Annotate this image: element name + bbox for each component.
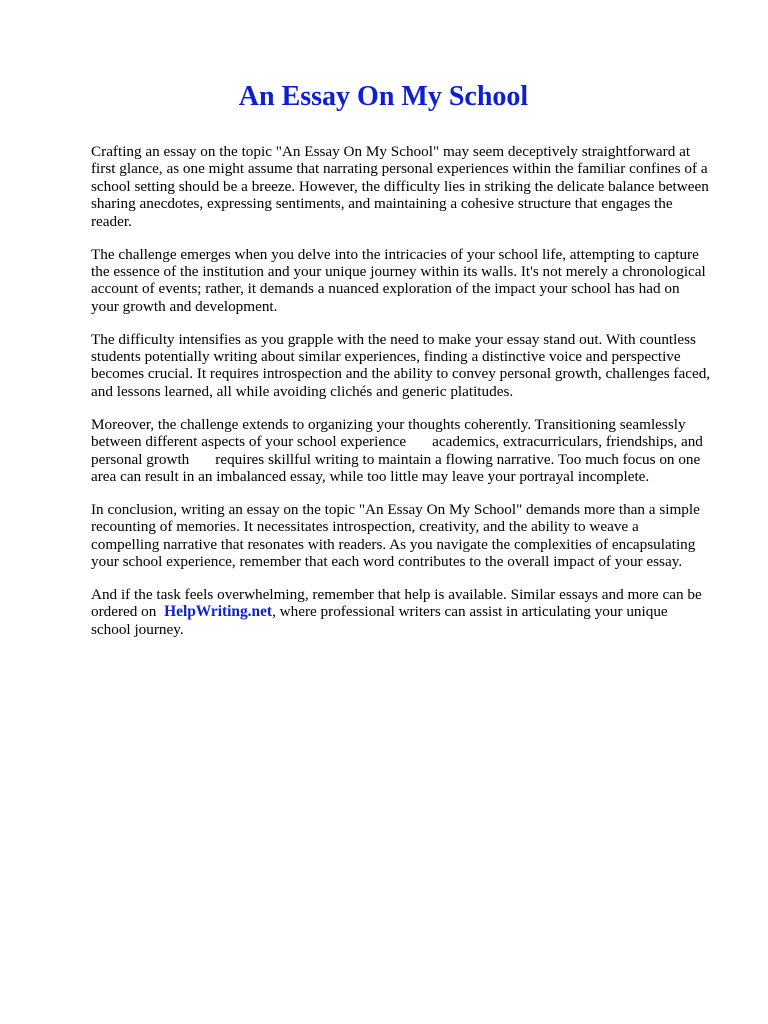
text-fragment: personal growth bbox=[91, 450, 190, 468]
page-title: An Essay On My School bbox=[238, 81, 529, 112]
text-line bbox=[91, 603, 724, 620]
text-line: area can result in an imbalanced essay, while too little may leave your portrayal incomplete. bbox=[91, 468, 650, 485]
essay-body bbox=[91, 143, 724, 638]
text-line: your school experience, remember that each word contributes to the overall impact of your essay. bbox=[91, 553, 683, 571]
text-fragment: , where professional writers can assist in articulating your unique bbox=[272, 603, 668, 621]
text-line: account of events; rather, it demands a nuanced exploration of the impact your school has had on bbox=[91, 280, 680, 298]
text-line: the essence of the institution and your unique journey within its walls. It's not merely a chronological bbox=[91, 262, 706, 280]
text-line: In conclusion, writing an essay on the topic "An Essay On My School" demands more than a simple bbox=[91, 500, 700, 518]
paragraph-6 bbox=[91, 586, 724, 638]
text-line: and lessons learned, all while avoiding clichés and generic platitudes. bbox=[91, 382, 514, 400]
text-line: sharing anecdotes, expressing sentiments, and maintaining a cohesive structure that engages the bbox=[91, 195, 673, 213]
helpwriting-link[interactable]: HelpWriting.net bbox=[164, 603, 273, 621]
paragraph-2 bbox=[91, 246, 724, 316]
text-line: students potentially writing about similar experiences, finding a distinctive voice and perspective bbox=[91, 348, 681, 366]
text-line: reader. bbox=[91, 212, 132, 230]
text-fragment: requires skillful writing to maintain a flowing narrative. Too much focus on one bbox=[215, 450, 701, 468]
text-line: compelling narrative that resonates with readers. As you navigate the complexities of encapsulating bbox=[91, 535, 696, 553]
text-line: Moreover, the challenge extends to organizing your thoughts coherently. Transitioning seamlessly bbox=[91, 415, 686, 433]
paragraph-1 bbox=[91, 143, 724, 230]
text-line: your growth and development. bbox=[91, 297, 278, 315]
paragraph-5 bbox=[91, 501, 724, 571]
text-line: becomes crucial. It requires introspection and the ability to convey personal growth, challenges faced, bbox=[91, 365, 711, 383]
text-fragment: between different aspects of your school experience bbox=[91, 433, 407, 451]
text-line: Crafting an essay on the topic "An Essay On My School" may seem deceptively straightforward at bbox=[91, 143, 691, 160]
text-fragment: academics, extracurriculars, friendships, and bbox=[432, 433, 703, 451]
text-line bbox=[91, 433, 724, 450]
paragraph-3 bbox=[91, 331, 724, 401]
text-line: school journey. bbox=[91, 620, 184, 638]
text-fragment: ordered on bbox=[91, 603, 157, 621]
text-line: recounting of memories. It necessitates introspection, creativity, and the ability to weave a bbox=[91, 518, 639, 536]
text-line: first glance, as one might assume that narrating personal experiences within the familiar confines of a bbox=[91, 160, 708, 178]
paragraph-4 bbox=[91, 416, 724, 486]
text-line bbox=[91, 451, 724, 468]
text-line: The difficulty intensifies as you grapple with the need to make your essay stand out. With countless bbox=[91, 330, 696, 348]
text-line: school setting should be a breeze. However, the difficulty lies in striking the delicate balance between bbox=[91, 177, 709, 195]
text-line: The challenge emerges when you delve into the intricacies of your school life, attempting to capture bbox=[91, 245, 699, 263]
text-line: And if the task feels overwhelming, remember that help is available. Similar essays and more can be bbox=[91, 586, 702, 604]
